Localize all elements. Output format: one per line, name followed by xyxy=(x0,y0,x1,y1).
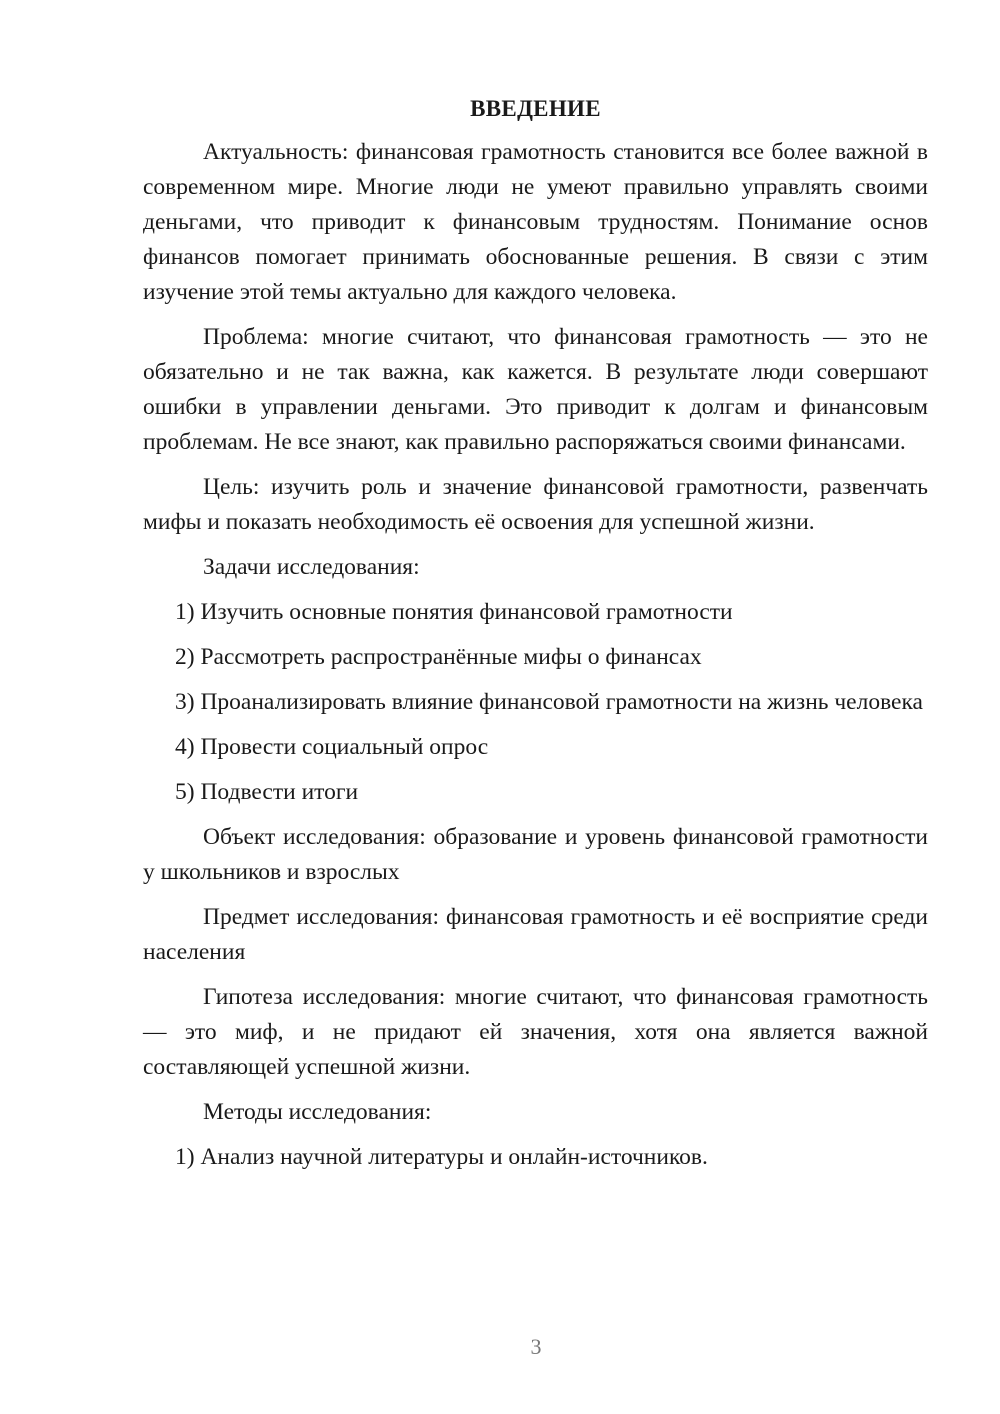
object-paragraph: Объект исследования: образование и уровень финансовой грамотности у школьников и взрослых xyxy=(143,824,928,885)
section-title: ВВЕДЕНИЕ xyxy=(470,96,601,121)
subject-paragraph: Предмет исследования: финансовая грамотность и её восприятие среди населения xyxy=(143,904,928,965)
task-item-4: 4) Провести социальный опрос xyxy=(175,734,489,760)
relevance-paragraph: Актуальность: финансовая грамотность становится все более важной в современном мире. Многие люди не умеют правильно управлять своими деньгами, что приводит к финансовым трудностям. Понимание основ финансов помогает принимать обоснованные решения. В связи с этим изучение этой темы актуально для каждого человека. xyxy=(143,139,928,305)
method-item-1: 1) Анализ научной литературы и онлайн-источников. xyxy=(175,1144,708,1170)
tasks-heading: Задачи исследования: xyxy=(203,554,420,580)
page-number: 3 xyxy=(530,1334,542,1359)
task-item-5: 5) Подвести итоги xyxy=(175,779,359,805)
task-item-1: 1) Изучить основные понятия финансовой грамотности xyxy=(175,599,733,625)
hypothesis-paragraph: Гипотеза исследования: многие считают, что финансовая грамотность — это миф, и не придают ей значения, хотя она является важной составляющей успешной жизни. xyxy=(143,984,928,1080)
methods-heading: Методы исследования: xyxy=(203,1099,432,1125)
goal-paragraph: Цель: изучить роль и значение финансовой грамотности, развенчать мифы и показать необходимость её освоения для успешной жизни. xyxy=(143,474,928,535)
task-item-2: 2) Рассмотреть распространённые мифы о финансах xyxy=(175,644,702,670)
task-item-3: 3) Проанализировать влияние финансовой грамотности на жизнь человека xyxy=(175,689,923,715)
page-content xyxy=(143,94,928,1185)
problem-paragraph: Проблема: многие считают, что финансовая грамотность — это не обязательно и не так важна, как кажется. В результате люди совершают ошибки в управлении деньгами. Это приводит к долгам и финансовым проблемам. Не все знают, как правильно распоряжаться своими финансами. xyxy=(143,324,928,455)
